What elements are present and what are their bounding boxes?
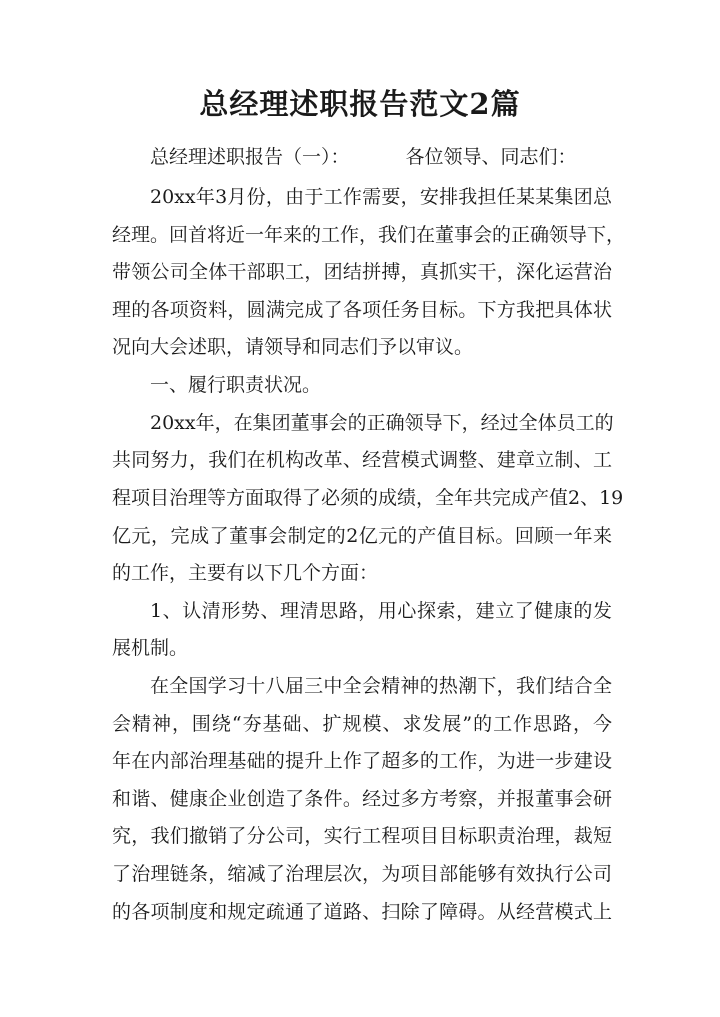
salutation: 各位领导、同志们： — [405, 146, 577, 168]
list-item-heading: 1、认清形势、理清思路，用心探索，建立了健康的发 — [150, 600, 612, 622]
list-item-heading: 展机制。 — [112, 637, 189, 659]
paragraph-line — [150, 144, 612, 170]
paragraph-line: 20xx年3月份，由于工作需要，安排我担任某某集团总 — [150, 186, 612, 208]
paragraph-line: 20xx年，在集团董事会的正确领导下，经过全体员工的 — [150, 412, 614, 434]
paragraph-line: 在全国学习十八届三中全会精神的热潮下，我们结合全 — [150, 675, 612, 697]
paragraph-line: 理的各项资料，圆满完成了各项任务目标。下方我把具体状 — [112, 299, 612, 321]
paragraph-line: 亿元，完成了董事会制定的2亿元的产值目标。回顾一年来 — [112, 525, 612, 547]
document-title: 总经理述职报告范文2篇 — [199, 87, 521, 121]
paragraph-line: 会精神，围绕“夯基础、扩规模、求发展”的工作思路，今 — [112, 713, 612, 735]
paragraph-line: 程项目治理等方面取得了必须的成绩，全年共完成产值2、19 — [112, 487, 624, 509]
paragraph-line: 共同努力，我们在机构改革、经营模式调整、建章立制、工 — [112, 449, 612, 471]
paragraph-line: 带领公司全体干部职工，团结拼搏，真抓实干，深化运营治 — [112, 261, 612, 283]
section-heading: 一、履行职责状况。 — [150, 374, 322, 396]
paragraph-line: 的工作，主要有以下几个方面： — [112, 562, 379, 584]
paragraph-line: 年在内部治理基础的提升上作了超多的工作，为进一步建设 — [112, 750, 612, 772]
paragraph-line: 况向大会述职，请领导和同志们予以审议。 — [112, 336, 474, 358]
paragraph-line: 了治理链条，缩减了治理层次，为项目部能够有效执行公司 — [112, 863, 612, 885]
paragraph-line: 和谐、健康企业创造了条件。经过多方考察，并报董事会研 — [112, 788, 612, 810]
paragraph-line: 究，我们撤销了分公司，实行工程项目目标职责治理，裁短 — [112, 825, 612, 847]
report-heading: 总经理述职报告（一）： — [150, 146, 350, 168]
paragraph-line: 的各项制度和规定疏通了道路、扫除了障碍。从经营模式上 — [112, 901, 612, 923]
paragraph-line: 经理。回首将近一年来的工作，我们在董事会的正确领导下， — [112, 224, 626, 246]
